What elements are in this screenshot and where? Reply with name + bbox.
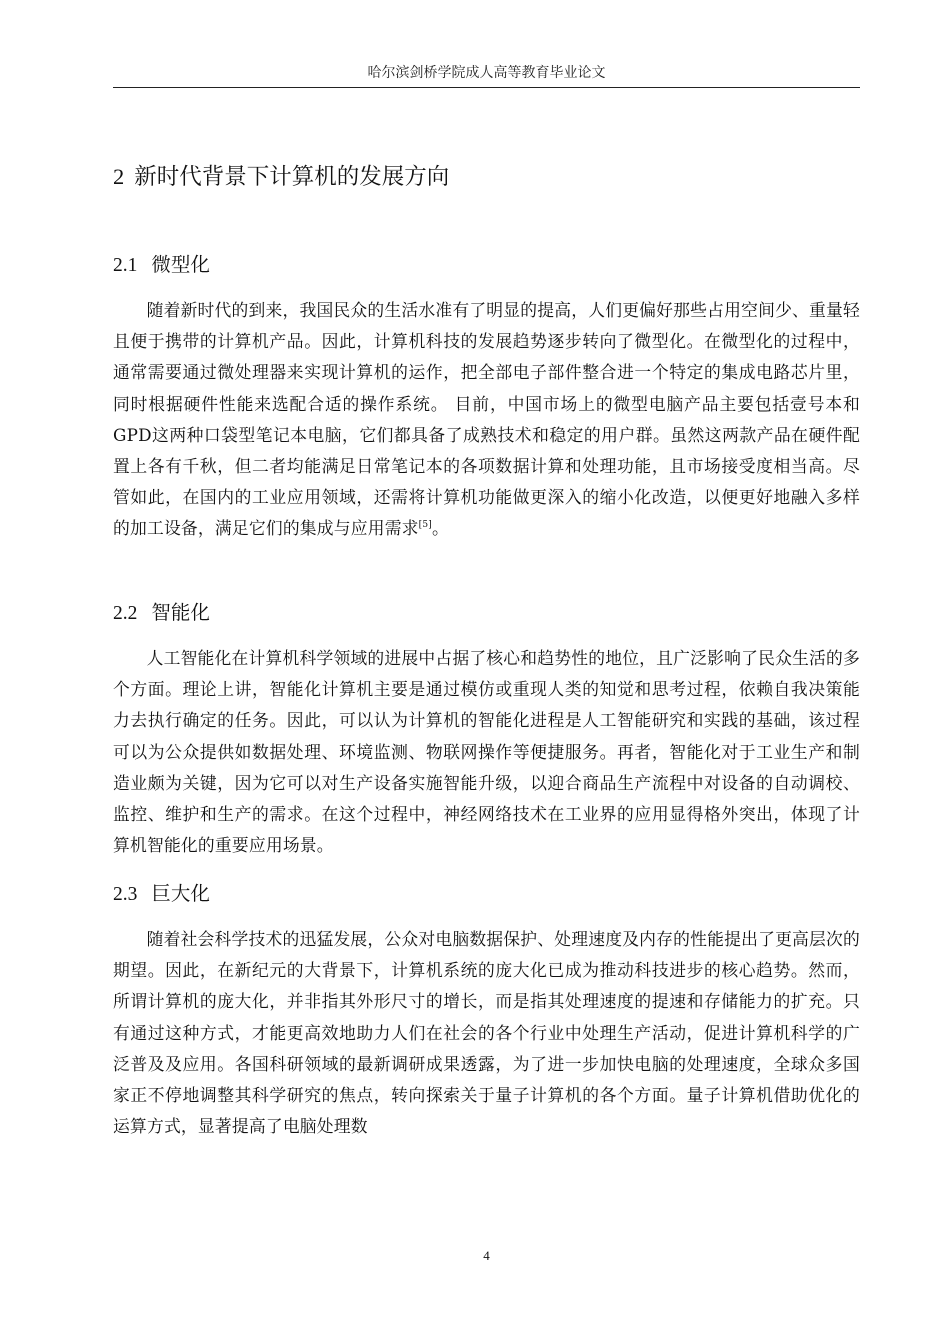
section-heading-2-1 (113, 250, 210, 281)
section-2-3-paragraph: 随着社会科学技术的迅猛发展，公众对电脑数据保护、处理速度及内存的性能提出了更高层次的期望。因此，在新纪元的大背景下，计算机系统的庞大化已成为推动科技进步的核心趋势。然而，所谓计算机的庞大化，并非指其外形尺寸的增长，而是指其处理速度的提速和存储能力的扩充。只有通过这种方式，才能更高效地助力人们在社会的各个行业中处理生产活动，促进计算机科学的广泛普及及应用。各国科研领域的最新调研成果透露，为了进一步加快电脑的处理速度，全球众多国家正不停地调整其科学研究的焦点，转向探索关于量子计算机的各个方面。量子计算机借助优化的运算方式，显著提高了电脑处理数 (113, 929, 860, 1137)
section-title-text: 巨大化 (151, 882, 210, 905)
paragraph-end: 。 (432, 518, 450, 539)
section-title-text: 微型化 (151, 253, 210, 276)
section-heading-2-3 (113, 879, 210, 910)
page-number: 4 (483, 1248, 490, 1263)
chapter-number: 2 (113, 164, 125, 189)
header-divider (113, 87, 860, 88)
chapter-title (113, 160, 449, 194)
section-number: 2.2 (113, 603, 138, 624)
running-header: 哈尔滨剑桥学院成人高等教育毕业论文 (367, 65, 606, 81)
section-number: 2.3 (113, 884, 138, 905)
section-2-2-paragraph: 人工智能化在计算机科学领域的进展中占据了核心和趋势性的地位，且广泛影响了民众生活的多个方面。理论上讲，智能化计算机主要是通过模仿或重现人类的知觉和思考过程，依赖自我决策能力去执行确定的任务。因此，可以认为计算机的智能化进程是人工智能研究和实践的基础，该过程可以为公众提供如数据处理、环境监测、物联网操作等便捷服务。再者，智能化对于工业生产和制造业颇为关键，因为它可以对生产设备实施智能升级，以迎合商品生产流程中对设备的自动调校、监控、维护和生产的需求。在这个过程中，神经网络技术在工业界的应用显得格外突出，体现了计算机智能化的重要应用场景。 (113, 648, 860, 856)
section-heading-2-2 (113, 598, 210, 629)
citation-ref: [5] (418, 520, 433, 531)
paragraph-text: 随着新时代的到来，我国民众的生活水准有了明显的提高，人们更偏好那些占用空间少、重量轻且便于携带的计算机产品。因此，计算机科技的发展趋势逐步转向了微型化。在微型化的过程中，通常需要通过微处理器来实现计算机的运作，把全部电子部件整合进一个特定的集成电路芯片里，同时根据硬件性能来选配合适的操作系统。 目前，中国市场上的微型电脑产品主要包括壹号本和GPD这两种口袋型笔记本电脑，它们都具备了成熟技术和稳定的用户群。虽然这两款产品在硬件配置上各有千秋，但二者均能满足日常笔记本的各项数据计算和处理功能，且市场接受度相当高。尽管如此，在国内的工业应用领域，还需将计算机功能做更深入的缩小化改造，以便更好地融入多样的加工设备，满足它们的集成与应用需求 (113, 300, 860, 539)
section-number: 2.1 (113, 255, 138, 276)
section-2-1-paragraph (113, 295, 860, 545)
section-title-text: 智能化 (151, 601, 210, 624)
chapter-title-text: 新时代背景下计算机的发展方向 (134, 164, 450, 190)
